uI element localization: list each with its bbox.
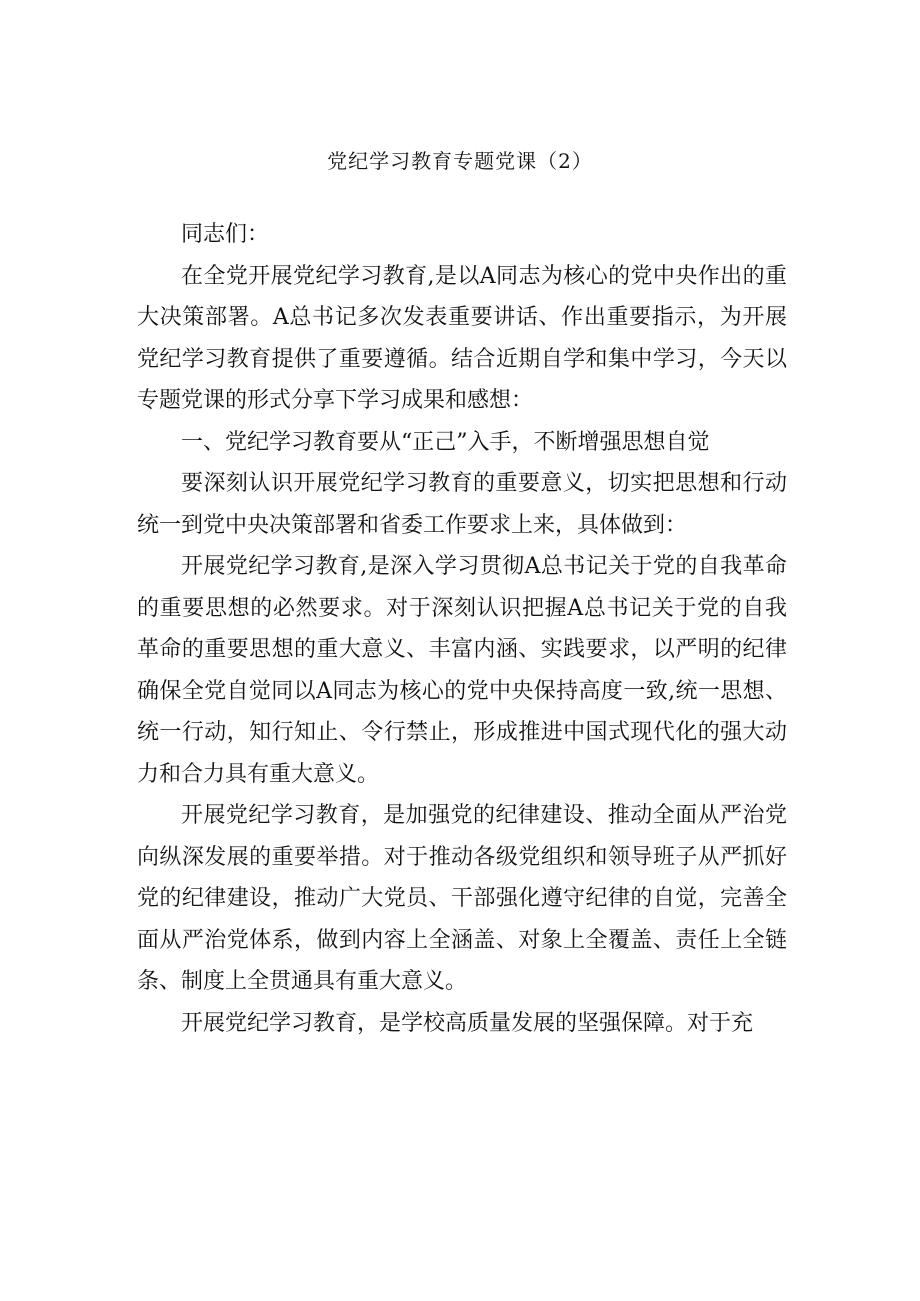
section-heading-1: 一、党纪学习教育要从“正己”入手，不断增强思想自觉: [181, 429, 710, 455]
greeting-paragraph: 同志们：: [181, 222, 270, 247]
intro-paragraph: 在全党开展党纪学习教育,是以A同志为核心的党中央作出的重大决策部署。A总书记多次发表重要讲话、作出重要指示，为开展党纪学习教育提供了重要遵循。结合近期自学和集中学习，今天以专题党课的形式分享下学习成果和感想：: [137, 263, 787, 413]
body-paragraph: 开展党纪学习教育,是深入学习贯彻A总书记关于党的自我革命的重要思想的必然要求。对于深刻认识把握A总书记关于党的自我革命的重要思想的重大意义、丰富内涵、实践要求，以严明的纪律确保全党自觉同以A同志为核心的党中央保持高度一致,统一思想、统一行动，知行知止、令行禁止，形成推进中国式现代化的强大动力和合力具有重大意义。: [137, 554, 787, 787]
body-paragraph: 要深刻认识开展党纪学习教育的重要意义，切实把思想和行动统一到党中央决策部署和省委工作要求上来，具体做到：: [137, 471, 787, 538]
body-paragraph: 开展党纪学习教育，是学校高质量发展的坚强保障。对于充: [181, 1010, 754, 1036]
document-title: 党纪学习教育专题党课（2）: [327, 149, 593, 173]
document-body: [137, 214, 787, 1044]
body-paragraph: 开展党纪学习教育，是加强党的纪律建设、推动全面从严治党向纵深发展的重要举措。对于推动各级党组织和领导班子从严抓好党的纪律建设，推动广大党员、干部强化遵守纪律的自觉，完善全面从严治党体系，做到内容上全涵盖、对象上全覆盖、责任上全链条、制度上全贯通具有重大意义。: [137, 803, 787, 994]
